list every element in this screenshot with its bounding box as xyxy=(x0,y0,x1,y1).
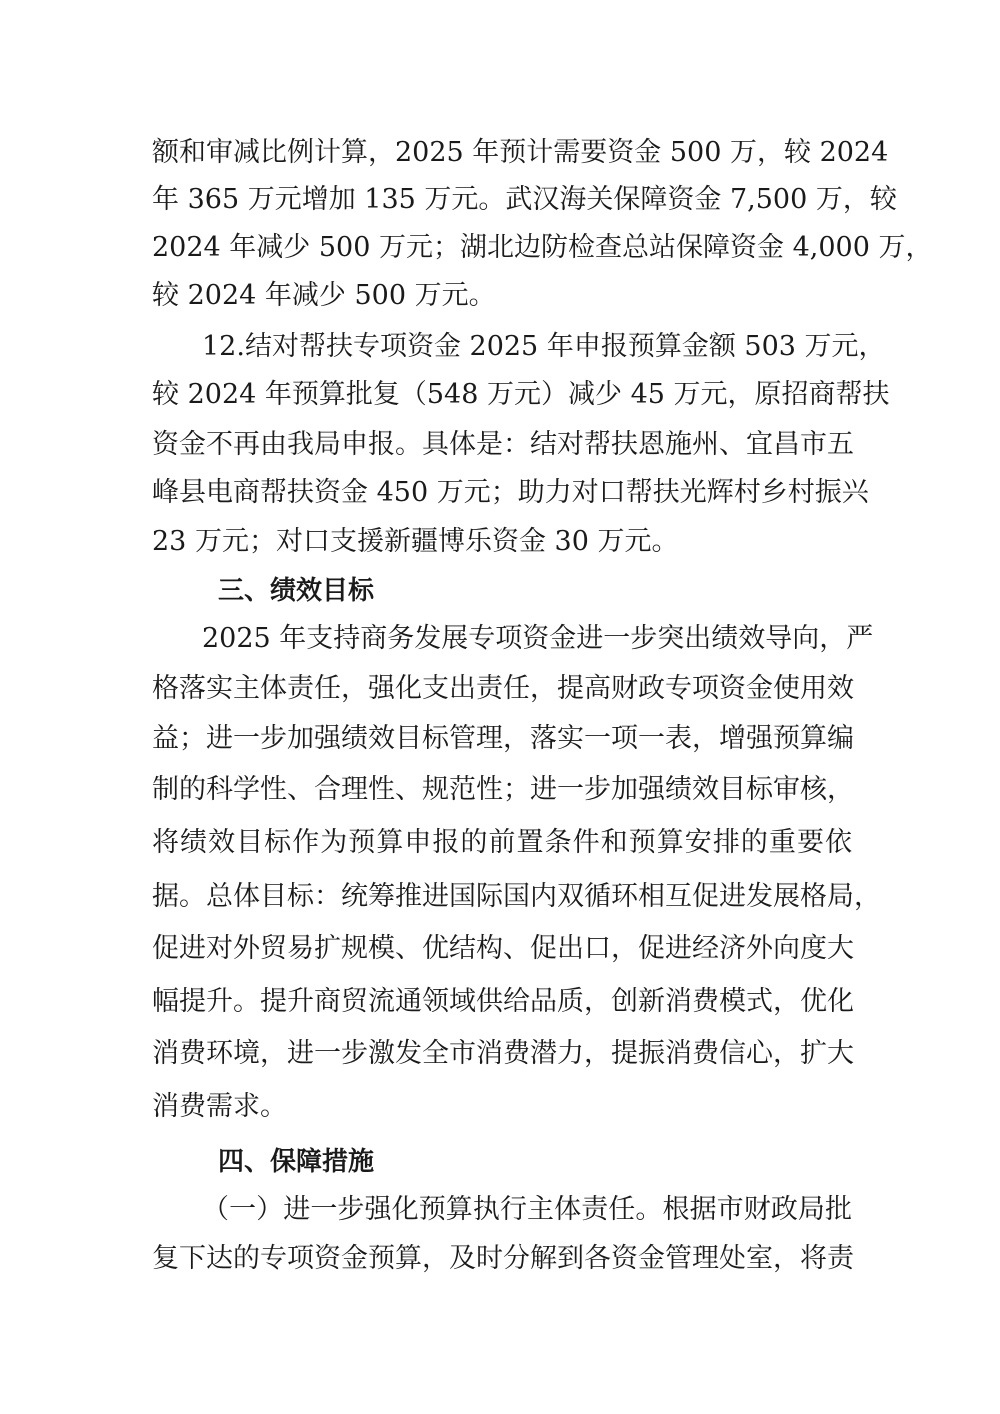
paragraph-line: 年 365 万元增加 135 万元。武汉海关保障资金 7,500 万，较 xyxy=(152,184,897,215)
paragraph-line: 格落实主体责任，强化支出责任，提高财政专项资金使用效 xyxy=(152,673,854,704)
paragraph-line: 将绩效目标作为预算申报的前置条件和预算安排的重要依 xyxy=(152,827,852,858)
paragraph-line: 据。总体目标：统筹推进国际国内双循环相互促进发展格局， xyxy=(152,881,881,912)
paragraph-line: 23 万元；对口支援新疆博乐资金 30 万元。 xyxy=(152,526,679,557)
paragraph-line: 促进对外贸易扩规模、优结构、促出口，促进经济外向度大 xyxy=(152,933,854,964)
paragraph-line: 幅提升。提升商贸流通领域供给品质，创新消费模式，优化 xyxy=(152,986,854,1017)
paragraph-line: 消费需求。 xyxy=(152,1091,287,1122)
paragraph-line: 较 2024 年预算批复（548 万元）减少 45 万元，原招商帮扶 xyxy=(152,379,890,410)
paragraph-line: 制的科学性、合理性、规范性；进一步加强绩效目标审核， xyxy=(152,774,854,805)
paragraph-line: 额和审减比例计算，2025 年预计需要资金 500 万，较 2024 xyxy=(152,137,889,168)
paragraph-line: 峰县电商帮扶资金 450 万元；助力对口帮扶光辉村乡村振兴 xyxy=(152,477,869,508)
section-heading-performance-goals: 三、绩效目标 xyxy=(218,576,375,606)
paragraph-line: 较 2024 年减少 500 万元。 xyxy=(152,280,496,311)
paragraph-line: 12.结对帮扶专项资金 2025 年申报预算金额 503 万元， xyxy=(202,331,886,362)
section-heading-safeguard-measures: 四、保障措施 xyxy=(218,1147,375,1177)
paragraph-line: 益；进一步加强绩效目标管理，落实一项一表，增强预算编 xyxy=(152,723,854,754)
paragraph-line: 复下达的专项资金预算，及时分解到各资金管理处室，将责 xyxy=(152,1243,854,1274)
paragraph-line: 2025 年支持商务发展专项资金进一步突出绩效导向，严 xyxy=(202,623,874,654)
paragraph-line: （一）进一步强化预算执行主体责任。根据市财政局批 xyxy=(202,1194,852,1225)
paragraph-line: 2024 年减少 500 万元；湖北边防检查总站保障资金 4,000 万， xyxy=(152,232,933,263)
paragraph-line: 资金不再由我局申报。具体是：结对帮扶恩施州、宜昌市五 xyxy=(152,429,854,460)
paragraph-line: 消费环境，进一步激发全市消费潜力，提振消费信心，扩大 xyxy=(152,1038,854,1069)
